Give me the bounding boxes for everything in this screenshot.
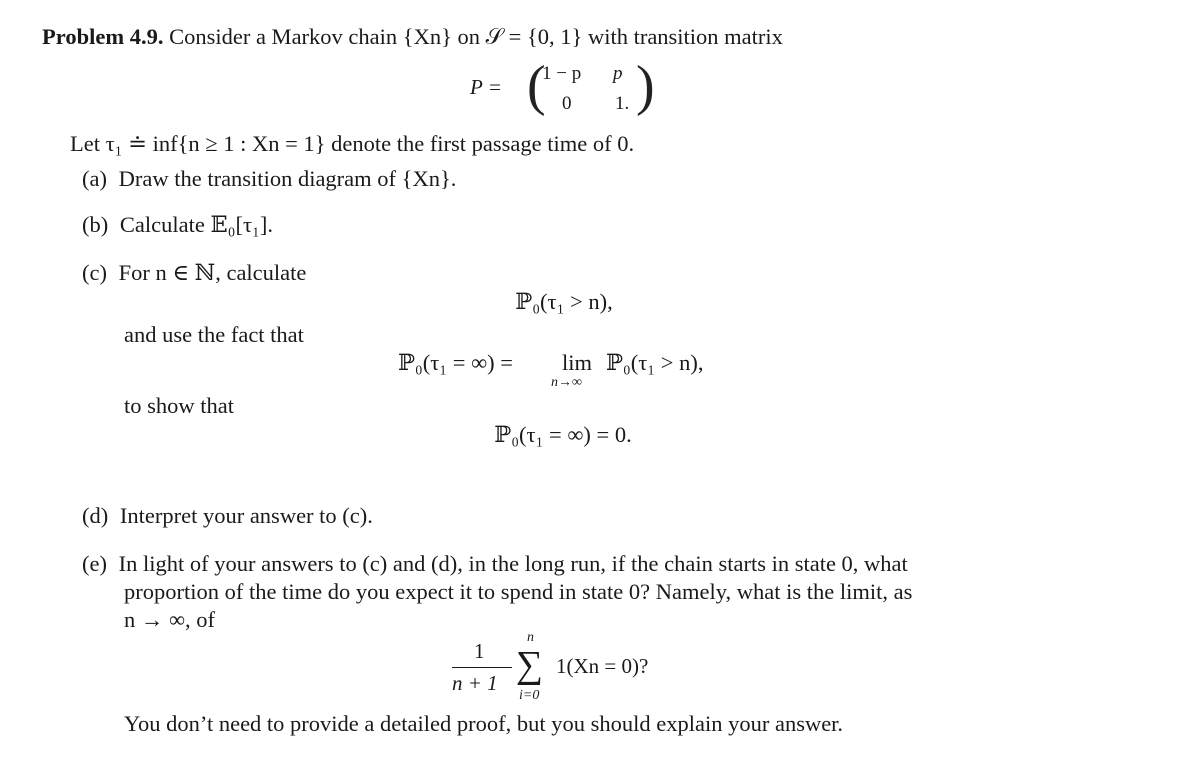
closing-note: You don’t need to provide a detailed proof, but you should explain your answer. — [124, 711, 844, 736]
part-c-eq1: ℙ₀(τ₁ > n), — [515, 289, 613, 314]
part-c-text: For n ∈ ℕ, calculate — [118, 260, 307, 285]
matrix-lhs: P = — [470, 75, 502, 99]
part-e-line1: In light of your answers to (c) and (d), in the long run, if the chain starts in state 0, what — [118, 551, 908, 576]
frac-denominator: n + 1 — [452, 671, 498, 695]
problem-header — [42, 26, 783, 49]
sum-upper-limit: n — [527, 630, 534, 645]
frac-numerator: 1 — [474, 639, 485, 663]
matrix-right-paren: ) — [636, 55, 655, 117]
part-a — [82, 168, 456, 191]
part-c-eq2-lim: lim — [562, 350, 593, 375]
part-a-text: Draw the transition diagram of {Xn}. — [118, 166, 457, 191]
matrix-r2c1: 0 — [562, 93, 572, 114]
sum-symbol: ∑ — [516, 644, 544, 686]
summand: 1(Xn = 0)? — [556, 654, 649, 678]
part-e-line3: n → ∞, of — [124, 607, 216, 632]
matrix-r2c2: 1. — [615, 93, 630, 114]
matrix-left-paren: ( — [527, 55, 546, 117]
part-b-text: Calculate 𝔼₀[τ₁]. — [119, 212, 273, 237]
let-line: Let τ₁ ≐ inf{n ≥ 1 : Xn = 1} denote the first passage time of 0. — [70, 131, 635, 156]
part-b-label: (b) — [82, 212, 109, 237]
part-b — [82, 214, 273, 237]
problem-title: Problem 4.9. — [42, 24, 164, 49]
part-d — [82, 505, 373, 528]
frac-bar — [452, 667, 512, 668]
part-c — [82, 262, 306, 285]
part-e — [82, 553, 908, 576]
part-d-label: (d) — [82, 503, 109, 528]
part-c-eq2-lhs: ℙ₀(τ₁ = ∞) = — [398, 350, 513, 375]
matrix-r1c1: 1 − p — [542, 63, 582, 84]
part-c-text2: and use the fact that — [124, 322, 304, 347]
part-c-eq2-sub: n→∞ — [551, 375, 582, 390]
part-c-eq3: ℙ₀(τ₁ = ∞) = 0. — [494, 422, 632, 447]
problem-intro: Consider a Markov chain {Xn} on 𝒮 = {0, 1} with transition matrix — [169, 24, 783, 49]
part-e-label: (e) — [82, 551, 107, 576]
part-e-line2: proportion of the time do you expect it to spend in state 0? Namely, what is the limit, as — [124, 579, 913, 604]
sum-lower-limit: i=0 — [519, 688, 540, 703]
part-c-label: (c) — [82, 260, 107, 285]
part-d-text: Interpret your answer to (c). — [119, 503, 373, 528]
part-c-text3: to show that — [124, 393, 234, 418]
matrix-r1c2: p — [613, 63, 623, 84]
part-a-label: (a) — [82, 166, 107, 191]
part-c-eq2-rhs: ℙ₀(τ₁ > n), — [606, 350, 704, 375]
